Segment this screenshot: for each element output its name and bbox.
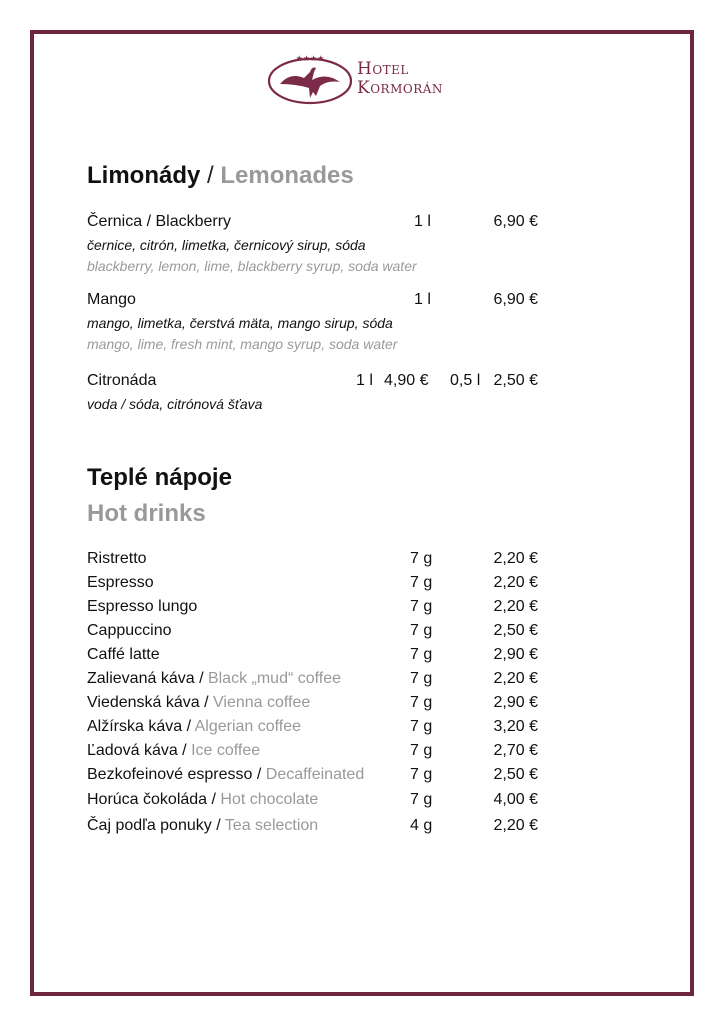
- hot-drink-name: [87, 645, 160, 665]
- lemonade-desc-en: blackberry, lemon, lime, blackberry syrup, soda water: [87, 258, 417, 274]
- hot-drink-price: 2,50 €: [493, 622, 538, 639]
- hot-drink-name: [87, 621, 172, 641]
- hot-drink-name: [87, 816, 318, 836]
- hot-drink-price: 2,20 €: [493, 550, 538, 567]
- hot-drink-name: [87, 693, 310, 713]
- lemonade-name: Černica / Blackberry: [87, 213, 232, 230]
- hot-drink-qty: 7 g: [410, 766, 433, 783]
- hot-drink-qty: 7 g: [410, 742, 433, 759]
- hot-drink-name-en: Decaffeinated: [265, 766, 365, 783]
- hot-drink-name: [87, 741, 260, 761]
- hot-drink-price: 2,20 €: [493, 817, 538, 834]
- lemonades-title-en: Lemonades: [220, 162, 354, 189]
- hot-drink-price: 2,70 €: [493, 742, 538, 759]
- lemonade-desc-sk: mango, limetka, čerstvá mäta, mango sirup, sóda: [87, 315, 393, 331]
- hotel-name-line2: Kormorán: [357, 78, 443, 98]
- hot-drink-price: 2,90 €: [493, 646, 538, 663]
- lemonade-qty: 1 l: [414, 291, 431, 308]
- hot-drink-name-en: Algerian coffee: [194, 718, 302, 735]
- hotel-logo: [266, 50, 476, 110]
- hot-drink-price: 2,50 €: [493, 766, 538, 783]
- hot-drink-name-sk: Alžírska káva /: [87, 718, 195, 735]
- lemonades-title-separator: /: [207, 162, 214, 189]
- hot-drink-name-en: Hot chocolate: [220, 791, 319, 808]
- hot-drink-name-sk: Bezkofeinové espresso /: [87, 766, 266, 783]
- hot-drinks-title-en: Hot drinks: [87, 500, 206, 527]
- hot-drink-qty: 4 g: [410, 817, 433, 834]
- hot-drink-price: 2,90 €: [493, 694, 538, 711]
- cormorant-logo-icon: [266, 50, 356, 110]
- hot-drink-name-sk: Čaj podľa ponuky /: [87, 817, 225, 834]
- hot-drink-qty: 7 g: [410, 646, 433, 663]
- citronada-price-2: 2,50 €: [493, 372, 538, 389]
- hot-drink-price: 4,00 €: [493, 791, 538, 808]
- hot-drink-qty: 7 g: [410, 694, 433, 711]
- hot-drink-qty: 7 g: [410, 791, 433, 808]
- lemonade-price: 6,90 €: [493, 213, 538, 230]
- citronada-qty-1: 1 l: [356, 372, 373, 389]
- hot-drink-name-sk: Cappuccino: [87, 622, 172, 639]
- hot-drink-price: 2,20 €: [493, 670, 538, 687]
- citronada-price-1: 4,90 €: [384, 372, 429, 389]
- hot-drinks-title-sk: Teplé nápoje: [87, 464, 232, 491]
- hot-drink-name: [87, 790, 318, 810]
- lemonades-heading: [87, 162, 354, 190]
- hot-drink-name-en: Tea selection: [224, 817, 319, 834]
- hot-drink-name-sk: Ľadová káva /: [87, 742, 192, 759]
- hot-drink-name-sk: Zalievaná káva /: [87, 670, 208, 687]
- logo-stars: ★★★★: [295, 54, 325, 63]
- lemonade-price: 6,90 €: [493, 291, 538, 308]
- hot-drink-price: 2,20 €: [493, 598, 538, 615]
- hot-drink-name-en: Black „mud“ coffee: [207, 670, 342, 687]
- hot-drink-name-sk: Espresso lungo: [87, 598, 198, 615]
- hot-drink-name-en: Vienna coffee: [213, 694, 311, 711]
- lemonade-desc-sk: černice, citrón, limetka, černicový sirup, sóda: [87, 237, 366, 253]
- hot-drink-name-sk: Viedenská káva /: [87, 694, 214, 711]
- hot-drink-qty: 7 g: [410, 550, 433, 567]
- lemonade-name: Mango: [87, 291, 136, 308]
- hot-drink-qty: 7 g: [410, 574, 433, 591]
- hot-drink-name: [87, 597, 197, 617]
- hot-drink-name: [87, 765, 364, 785]
- hot-drink-name-sk: Ristretto: [87, 550, 147, 567]
- hot-drink-qty: 7 g: [410, 718, 433, 735]
- lemonade-qty: 1 l: [414, 213, 431, 230]
- citronada-qty-2: 0,5 l: [450, 372, 481, 389]
- hot-drink-name-sk: Caffé latte: [87, 646, 160, 663]
- hot-drink-name: [87, 669, 341, 689]
- hot-drink-price: 3,20 €: [493, 718, 538, 735]
- lemonades-title-sk: Limonády: [87, 162, 201, 189]
- lemonade-desc-en: mango, lime, fresh mint, mango syrup, soda water: [87, 336, 398, 352]
- citronada-desc-sk: voda / sóda, citrónová šťava: [87, 396, 263, 412]
- hot-drink-name-en: Ice coffee: [191, 742, 261, 759]
- hot-drink-name: [87, 573, 154, 593]
- hot-drink-qty: 7 g: [410, 598, 433, 615]
- hot-drink-name-sk: Horúca čokoláda /: [87, 791, 221, 808]
- hot-drink-name-sk: Espresso: [87, 574, 154, 591]
- hot-drink-price: 2,20 €: [493, 574, 538, 591]
- hot-drink-qty: 7 g: [410, 670, 433, 687]
- hotel-name-line1: Hotel: [357, 59, 409, 79]
- hot-drink-name: [87, 549, 147, 569]
- hot-drink-qty: 7 g: [410, 622, 433, 639]
- citronada-name: Citronáda: [87, 372, 157, 389]
- hot-drink-name: [87, 717, 301, 737]
